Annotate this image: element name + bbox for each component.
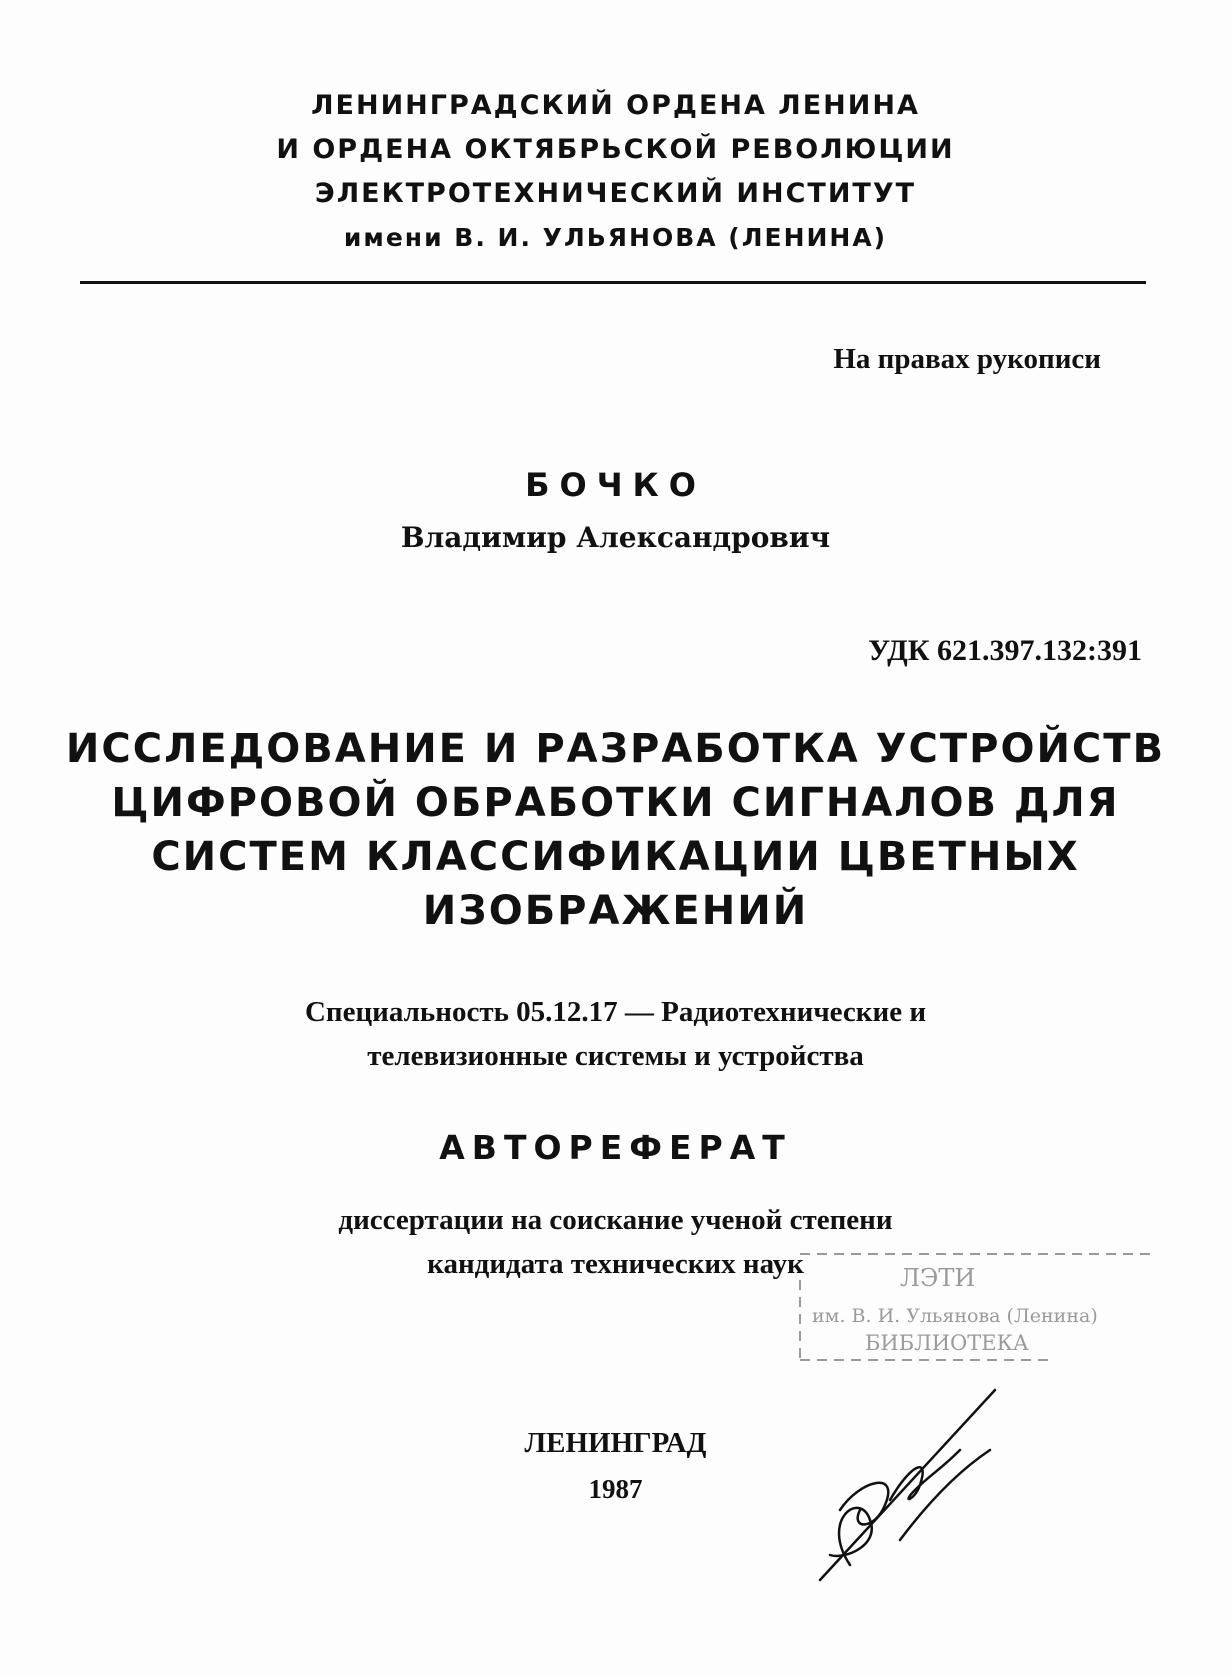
- header-divider: [80, 281, 1146, 284]
- dissertation-title: [0, 722, 1231, 938]
- city: ЛЕНИНГРАД: [524, 1427, 707, 1459]
- stamp-line-2: им. В. И. Ульянова (Ленина): [812, 1305, 1098, 1327]
- institute-line-2: И ОРДЕНА ОКТЯБРЬСКОЙ РЕВОЛЮЦИИ: [276, 134, 955, 165]
- stamp-line-1: ЛЭТИ: [900, 1264, 976, 1292]
- manuscript-note: На правах рукописи: [833, 343, 1101, 375]
- author-name: Владимир Александрович: [400, 521, 831, 554]
- year: 1987: [588, 1474, 643, 1504]
- title-line-3: СИСТЕМ КЛАССИФИКАЦИИ ЦВЕТНЫХ: [151, 834, 1080, 880]
- stamp-line-3: БИБЛИОТЕКА: [865, 1331, 1029, 1355]
- author-surname: БОЧКО: [525, 466, 706, 504]
- institute-line-3: ЭЛЕКТРОТЕХНИЧЕСКИЙ ИНСТИТУТ: [314, 178, 917, 209]
- library-stamp: [790, 1240, 1160, 1370]
- degree-line-2: кандидата технических наук: [427, 1248, 804, 1280]
- udk-code: УДК 621.397.132:391: [868, 634, 1142, 667]
- specialty-line-2: телевизионные системы и устройства: [367, 1040, 864, 1072]
- institute-line-4: имени В. И. УЛЬЯНОВА (ЛЕНИНА): [343, 223, 888, 252]
- title-line-4: ИЗОБРАЖЕНИЙ: [422, 888, 809, 934]
- institute-line-1: ЛЕНИНГРАДСКИЙ ОРДЕНА ЛЕНИНА: [311, 90, 920, 121]
- document-type: АВТОРЕФЕРАТ: [439, 1128, 792, 1167]
- handwritten-signature: [790, 1370, 1020, 1600]
- specialty-line-1: Специальность 05.12.17 — Радиотехнические и: [304, 996, 927, 1028]
- specialty: [0, 990, 1231, 1078]
- title-line-2: ЦИФРОВОЙ ОБРАБОТКИ СИГНАЛОВ ДЛЯ: [111, 780, 1120, 826]
- title-line-1: ИССЛЕДОВАНИЕ И РАЗРАБОТКА УСТРОЙСТВ: [65, 726, 1166, 772]
- degree-line-1: диссертации на соискание ученой степени: [338, 1204, 893, 1236]
- institute-name: [0, 84, 1231, 260]
